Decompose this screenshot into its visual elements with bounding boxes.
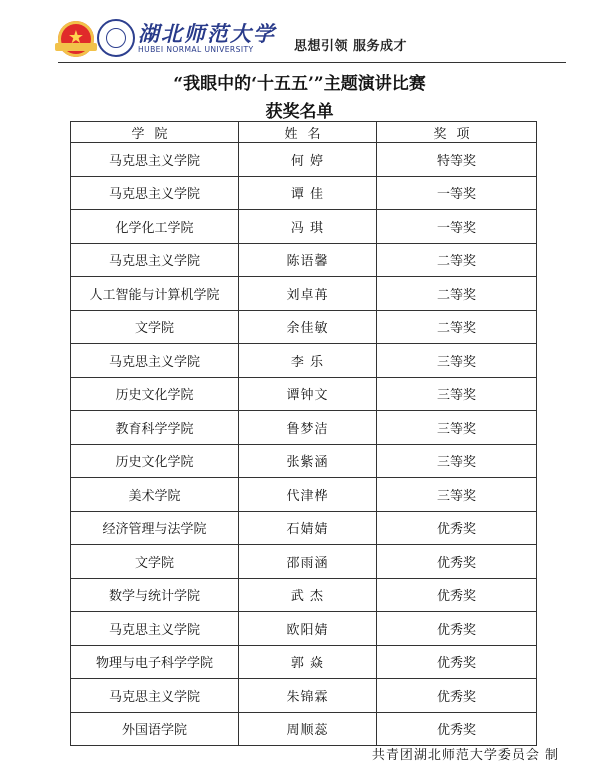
cell-award: 优秀奖 xyxy=(377,612,537,646)
cell-award: 三等奖 xyxy=(377,444,537,478)
cell-award: 三等奖 xyxy=(377,411,537,445)
cell-award: 二等奖 xyxy=(377,277,537,311)
cell-name: 谭钟文 xyxy=(239,377,377,411)
cell-award: 优秀奖 xyxy=(377,511,537,545)
cell-award: 优秀奖 xyxy=(377,545,537,579)
cell-name: 代津桦 xyxy=(239,478,377,512)
motto: 思想引领 服务成才 xyxy=(294,39,408,54)
university-name-english: HUBEI NORMAL UNIVERSITY xyxy=(138,45,254,54)
cell-award: 一等奖 xyxy=(377,210,537,244)
cell-award: 三等奖 xyxy=(377,344,537,378)
cell-award: 三等奖 xyxy=(377,377,537,411)
cell-college: 数学与统计学院 xyxy=(71,578,239,612)
column-header-college: 学院 xyxy=(71,122,239,143)
cell-college: 马克思主义学院 xyxy=(71,612,239,646)
table-row xyxy=(71,511,537,545)
cell-award: 优秀奖 xyxy=(377,645,537,679)
cell-college: 教育科学学院 xyxy=(71,411,239,445)
university-name: 湖北师范大学 xyxy=(138,21,276,46)
cell-name: 刘卓苒 xyxy=(239,277,377,311)
table-row xyxy=(71,243,537,277)
cell-name: 周顺蕊 xyxy=(239,712,377,746)
cell-award: 特等奖 xyxy=(377,143,537,177)
cell-name: 陈语馨 xyxy=(239,243,377,277)
table-row xyxy=(71,612,537,646)
cell-college: 马克思主义学院 xyxy=(71,679,239,713)
cell-college: 马克思主义学院 xyxy=(71,243,239,277)
table-header-row xyxy=(71,122,537,143)
document-title: “我眼中的‘十五五’”主题演讲比赛 xyxy=(173,74,426,94)
cell-name: 欧阳婧 xyxy=(239,612,377,646)
table-row xyxy=(71,210,537,244)
cell-college: 物理与电子科学学院 xyxy=(71,645,239,679)
header-divider xyxy=(58,62,566,63)
cell-college: 化学化工学院 xyxy=(71,210,239,244)
issuer-footer: 共青团湖北师范大学委员会 制 xyxy=(371,748,559,763)
cell-name: 石婧婧 xyxy=(239,511,377,545)
table-row xyxy=(71,444,537,478)
table-row xyxy=(71,344,537,378)
table-row xyxy=(71,411,537,445)
cell-college: 马克思主义学院 xyxy=(71,143,239,177)
table-row xyxy=(71,645,537,679)
cell-award: 二等奖 xyxy=(377,243,537,277)
table-row xyxy=(71,712,537,746)
table-row xyxy=(71,377,537,411)
column-header-name: 姓名 xyxy=(239,122,377,143)
cell-college: 文学院 xyxy=(71,545,239,579)
document-subtitle: 获奖名单 xyxy=(265,102,334,122)
awards-table xyxy=(70,121,537,746)
cell-award: 一等奖 xyxy=(377,176,537,210)
table-row xyxy=(71,578,537,612)
cell-college: 马克思主义学院 xyxy=(71,344,239,378)
cell-award: 二等奖 xyxy=(377,310,537,344)
cell-award: 三等奖 xyxy=(377,478,537,512)
cell-name: 郭 焱 xyxy=(239,645,377,679)
university-seal-icon xyxy=(97,19,135,57)
column-header-award: 奖项 xyxy=(377,122,537,143)
table-row xyxy=(71,545,537,579)
cell-college: 经济管理与法学院 xyxy=(71,511,239,545)
table-row xyxy=(71,679,537,713)
cell-college: 外国语学院 xyxy=(71,712,239,746)
youth-league-emblem-icon: ★ xyxy=(58,21,94,57)
table-row xyxy=(71,277,537,311)
table-row xyxy=(71,478,537,512)
table-row xyxy=(71,143,537,177)
cell-name: 余佳敏 xyxy=(239,310,377,344)
cell-name: 武 杰 xyxy=(239,578,377,612)
cell-college: 人工智能与计算机学院 xyxy=(71,277,239,311)
cell-name: 鲁梦洁 xyxy=(239,411,377,445)
cell-name: 冯 琪 xyxy=(239,210,377,244)
cell-name: 何 婷 xyxy=(239,143,377,177)
cell-award: 优秀奖 xyxy=(377,679,537,713)
cell-name: 邵雨涵 xyxy=(239,545,377,579)
cell-college: 文学院 xyxy=(71,310,239,344)
document-header xyxy=(58,18,558,64)
cell-name: 谭 佳 xyxy=(239,176,377,210)
table-row xyxy=(71,310,537,344)
cell-college: 历史文化学院 xyxy=(71,377,239,411)
table-row xyxy=(71,176,537,210)
cell-name: 朱锦霖 xyxy=(239,679,377,713)
cell-name: 张紫涵 xyxy=(239,444,377,478)
cell-name: 李 乐 xyxy=(239,344,377,378)
cell-award: 优秀奖 xyxy=(377,712,537,746)
cell-college: 美术学院 xyxy=(71,478,239,512)
cell-award: 优秀奖 xyxy=(377,578,537,612)
cell-college: 历史文化学院 xyxy=(71,444,239,478)
cell-college: 马克思主义学院 xyxy=(71,176,239,210)
